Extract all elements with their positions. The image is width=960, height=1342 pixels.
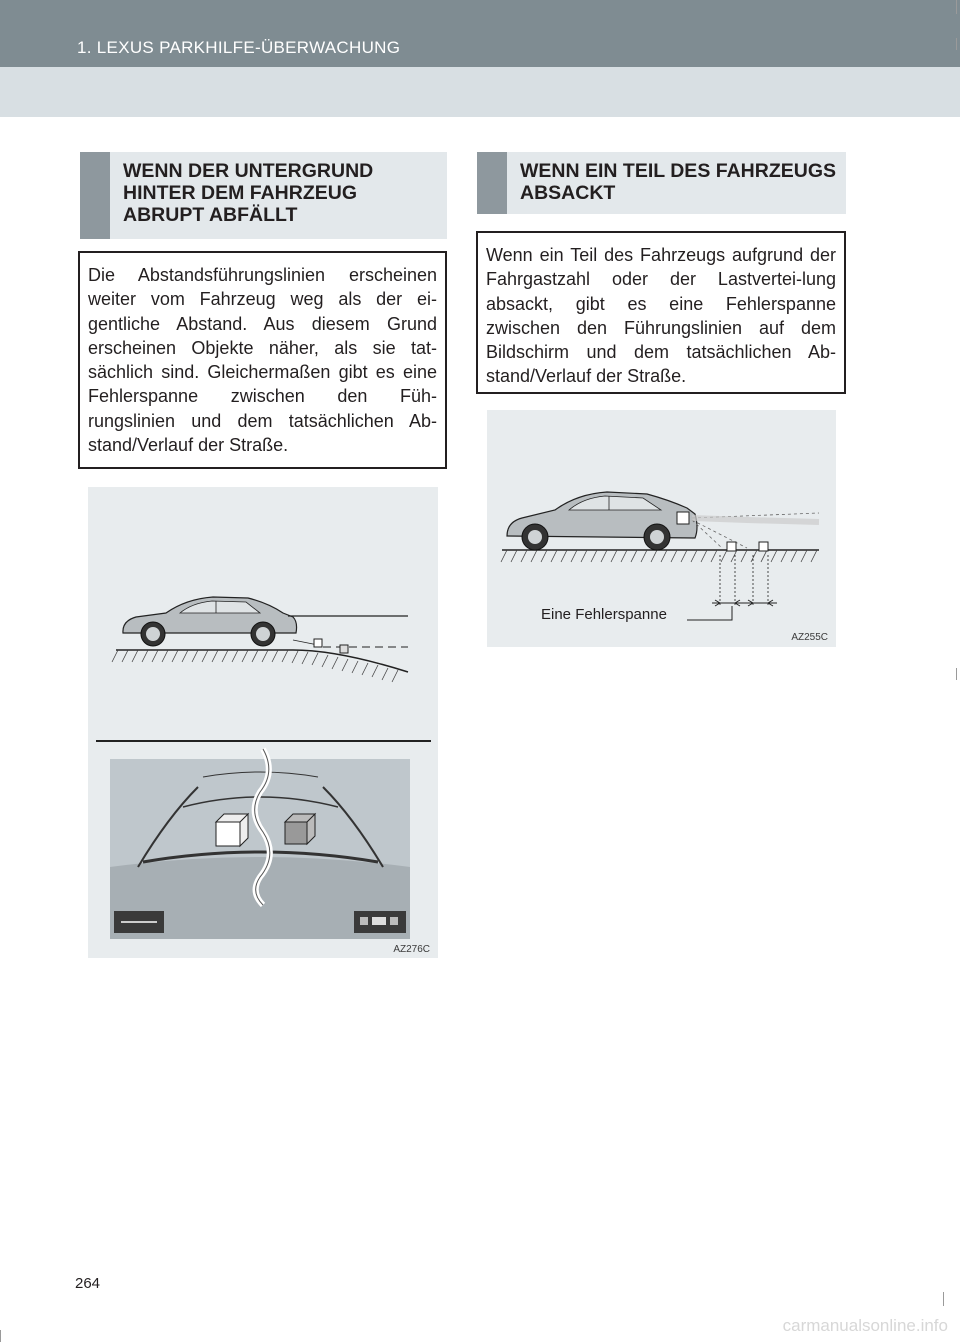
level-ground <box>501 550 819 562</box>
section-heading-right <box>477 152 846 214</box>
crop-mark <box>956 668 957 680</box>
info-box-left <box>78 251 447 469</box>
real-object <box>340 645 348 653</box>
crop-mark <box>0 1330 1 1342</box>
object-far <box>759 542 768 551</box>
guide-lines <box>288 616 408 653</box>
figure-code-right: AZ255C <box>791 632 828 643</box>
box-left <box>216 814 248 846</box>
crop-mark <box>943 1292 944 1306</box>
info-box-right <box>476 231 846 394</box>
error-margin-label: Eine Fehlerspanne <box>541 606 667 623</box>
slope-diagram <box>88 487 438 958</box>
heading-accent-bar <box>80 152 110 239</box>
chapter-title: 1. LEXUS PARKHILFE-ÜBERWACHUNG <box>77 38 401 57</box>
illustration-sag <box>487 410 836 647</box>
crop-mark <box>956 38 957 50</box>
figure-code-left: AZ276C <box>393 944 430 955</box>
car-silhouette <box>507 492 697 550</box>
box-right <box>285 814 315 844</box>
virtual-object <box>314 639 322 647</box>
page-number: 264 <box>75 1275 101 1292</box>
header-band <box>0 67 960 117</box>
camera-icon <box>677 512 689 524</box>
camera-screen <box>110 749 410 939</box>
section-title-right: WENN EIN TEIL DES FAHRZEUGS ABSACKT <box>520 160 836 204</box>
page-header <box>0 0 960 67</box>
info-text-right: Wenn ein Teil des Fahrzeugs aufgrund der Fahrgastzahl oder der Lastvertei-lung absackt, gibt es eine Fehlerspanne zwischen den Führungslinien auf dem Bildschirm und dem tatsächlichen Ab-stand/Verlauf der Straße. <box>486 245 836 387</box>
section-heading-left <box>80 152 447 239</box>
object-near <box>727 542 736 551</box>
section-title-left: WENN DER UNTERGRUND HINTER DEM FAHRZEUG ABRUPT ABFÄLLT <box>123 160 374 226</box>
info-text-left: Die Abstandsführungslinien erscheinen weiter vom Fahrzeug weg als der ei-gentliche Abstand. Aus diesem Grund erscheinen Objekte näher, als sie tat-sächlich sind. Gleichermaßen gibt es eine Fehlerspanne zwischen den Füh-rungslinien und dem tatsächlichen Ab-stand/Verlauf der Straße. <box>88 265 437 456</box>
illustration-slope <box>88 487 438 958</box>
crop-mark <box>956 0 957 14</box>
sloped-ground <box>112 650 408 682</box>
car-silhouette <box>123 597 297 646</box>
heading-accent-bar <box>477 152 507 214</box>
watermark: carmanualsonline.info <box>782 1316 948 1335</box>
camera-view-lines <box>687 513 819 620</box>
